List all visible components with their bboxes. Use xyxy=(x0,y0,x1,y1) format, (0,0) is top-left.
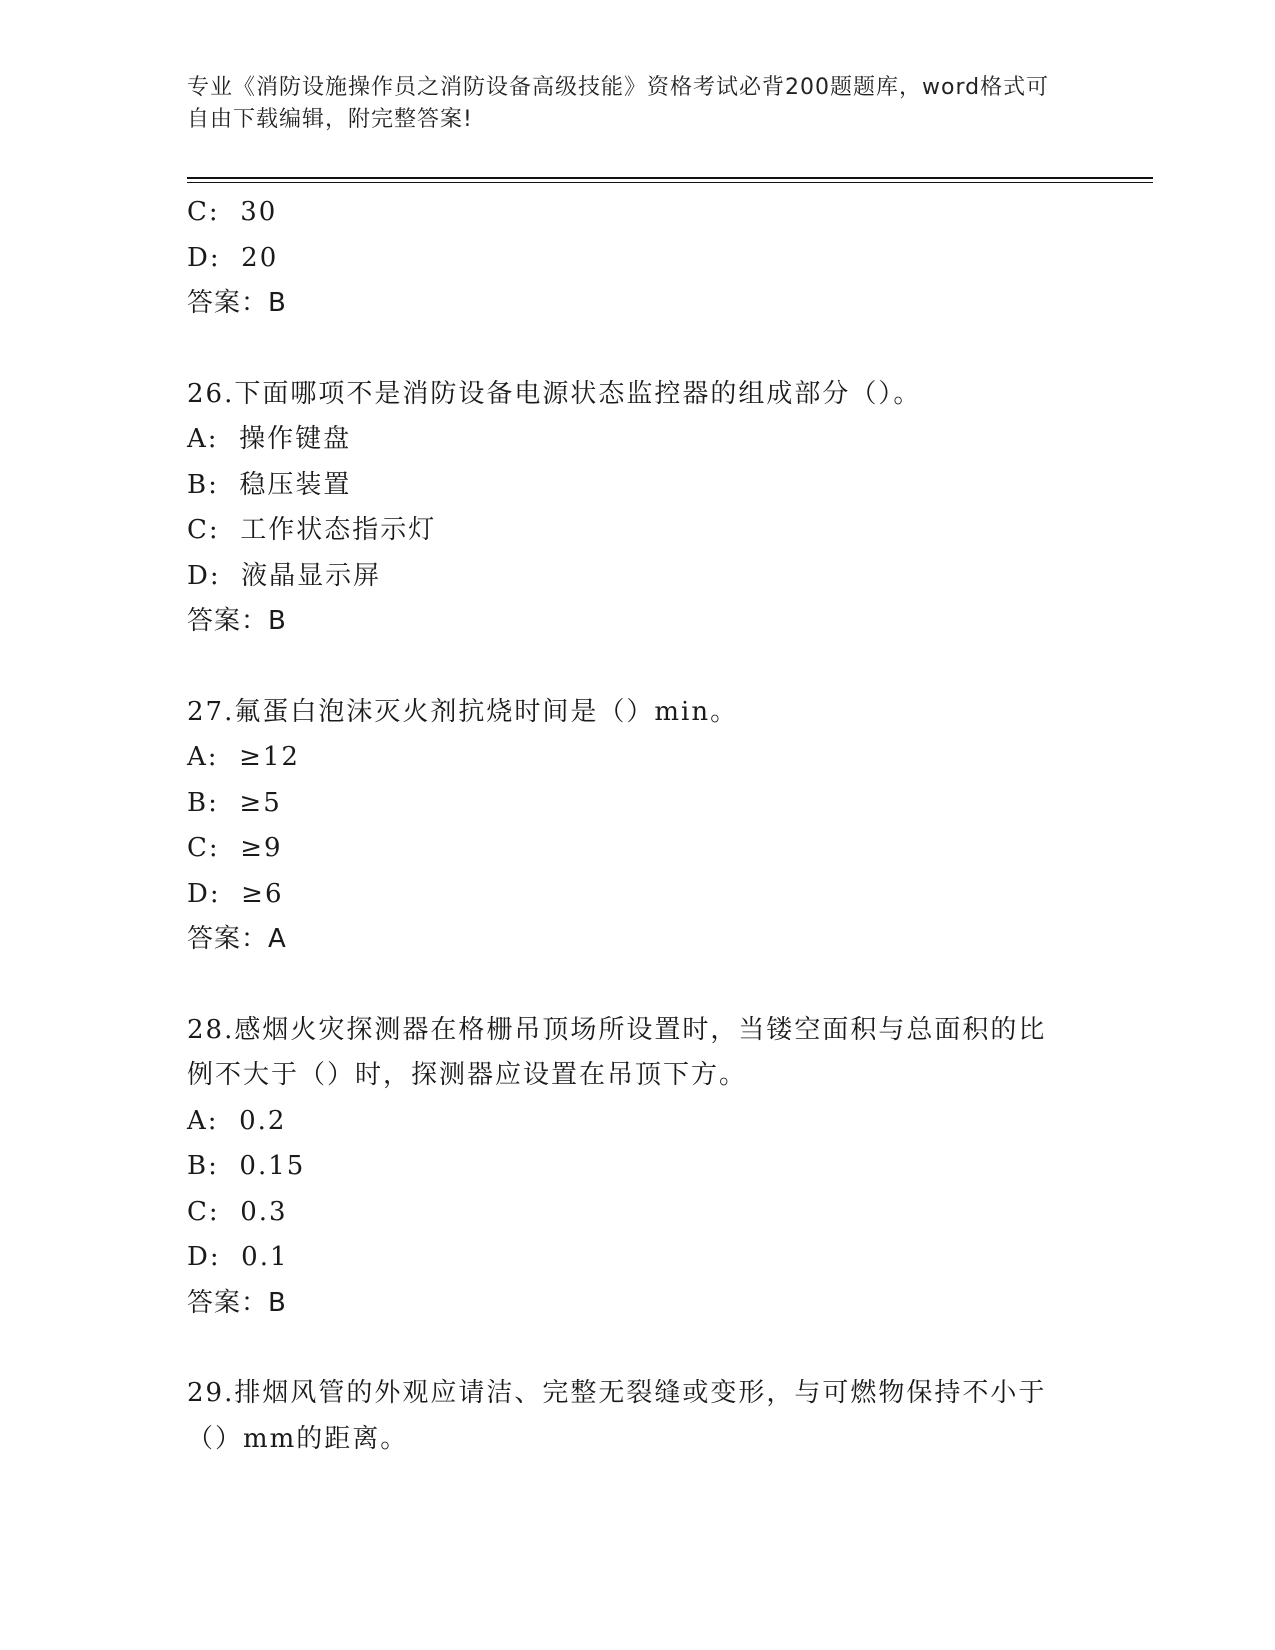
option-c: C: 0.3 xyxy=(187,1196,288,1227)
option-text: 稳压装置 xyxy=(239,469,352,500)
option-d: D: 液晶显示屏 xyxy=(187,560,382,591)
option-a: A: ≥12 xyxy=(187,742,300,772)
option-d: D: ≥6 xyxy=(187,878,284,909)
option-label: B xyxy=(187,469,209,500)
option-c: C: 工作状态指示灯 xyxy=(187,515,437,545)
option-text: ≥6 xyxy=(241,878,284,909)
option-label: D xyxy=(187,1242,210,1272)
option-text: 0.3 xyxy=(240,1196,288,1227)
option-a: A: 0.2 xyxy=(187,1105,287,1136)
option-b: B: 稳压装置 xyxy=(187,469,352,500)
option-text: 工作状态指示灯 xyxy=(240,515,437,545)
option-label: B xyxy=(187,787,209,818)
option-text: 30 xyxy=(240,197,278,227)
question-text: 27.氟蛋白泡沫灭火剂抗烧时间是（）min。 xyxy=(187,696,739,727)
option-label: A xyxy=(187,742,208,772)
option-text: 20 xyxy=(241,242,279,273)
option-text: 0.2 xyxy=(239,1105,287,1136)
header-divider-thin xyxy=(187,182,1153,183)
option-label: B xyxy=(187,1151,209,1181)
question-26 xyxy=(187,372,1067,645)
header-divider xyxy=(187,177,1153,179)
option-label: D xyxy=(187,242,210,273)
option-a: A: 操作键盘 xyxy=(187,424,352,454)
answer-line: 答案：B xyxy=(187,1287,287,1318)
option-label: A xyxy=(187,424,208,454)
option-text: 液晶显示屏 xyxy=(241,560,382,591)
option-d: D: 20 xyxy=(187,242,279,273)
answer-line: 答案：B xyxy=(187,288,287,318)
question-text: 29.排烟风管的外观应请洁、完整无裂缝或变形，与可燃物保持不小于（）mm的距离。 xyxy=(187,1378,1047,1454)
option-label: C xyxy=(187,1196,209,1227)
answer-line: 答案：A xyxy=(187,924,287,954)
option-text: ≥5 xyxy=(239,787,282,818)
option-text: ≥12 xyxy=(239,742,300,772)
question-29 xyxy=(187,1371,1067,1462)
question-25-tail xyxy=(187,190,1067,327)
option-b: B: 0.15 xyxy=(187,1151,306,1181)
question-text: 26.下面哪项不是消防设备电源状态监控器的组成部分（）。 xyxy=(187,378,922,409)
option-label: C xyxy=(187,833,209,863)
option-c: C: ≥9 xyxy=(187,833,283,863)
answer-line: 答案：B xyxy=(187,606,287,636)
document-header xyxy=(187,72,1067,136)
option-label: D xyxy=(187,878,210,909)
option-label: C xyxy=(187,197,209,227)
question-28 xyxy=(187,1008,1067,1327)
option-d: D: 0.1 xyxy=(187,1242,289,1272)
option-label: A xyxy=(187,1105,208,1136)
option-b: B: ≥5 xyxy=(187,787,282,818)
option-text: 操作键盘 xyxy=(239,424,352,454)
question-list xyxy=(187,190,1067,1462)
document-title: 专业《消防设施操作员之消防设备高级技能》资格考试必背200题题库，word格式可自由下载编辑，附完整答案! xyxy=(187,75,1050,132)
option-c: C: 30 xyxy=(187,197,278,227)
question-27 xyxy=(187,690,1067,963)
option-label: D xyxy=(187,560,210,591)
option-text: 0.1 xyxy=(241,1242,289,1272)
question-text: 28.感烟火灾探测器在格栅吊顶场所设置时，当镂空面积与总面积的比例不大于（）时，探测器应设置在吊顶下方。 xyxy=(187,1014,1047,1090)
option-text: 0.15 xyxy=(239,1151,306,1181)
option-label: C xyxy=(187,515,209,545)
option-text: ≥9 xyxy=(240,833,283,863)
